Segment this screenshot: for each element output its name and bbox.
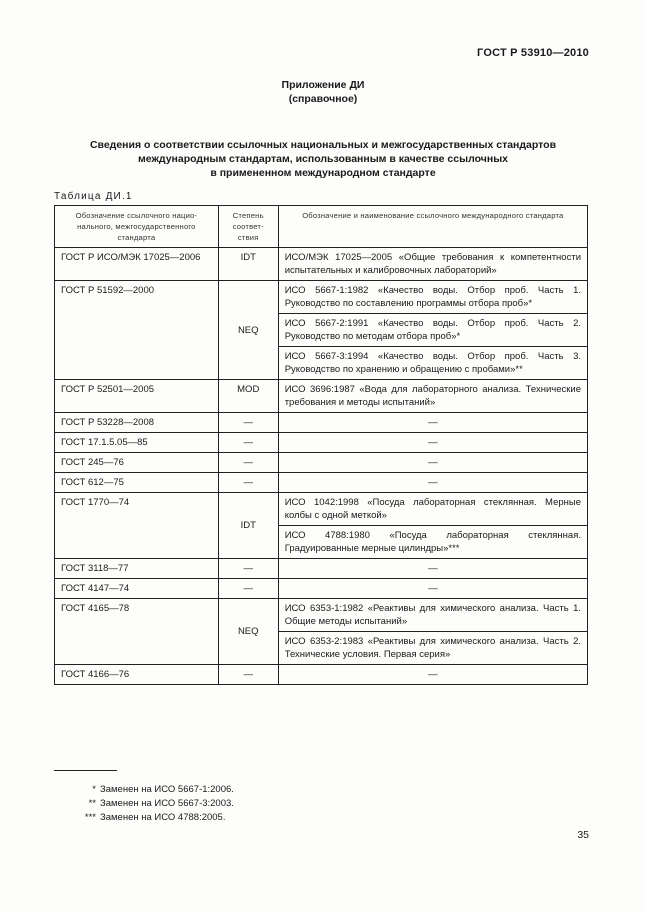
international-standard-cell: ИСО 5667-2:1991 «Качество воды. Отбор проб. Часть 2. Руководство по методам отбора проб»* (278, 314, 587, 347)
table-row (55, 559, 588, 579)
annex-title: Приложение ДИ (281, 79, 365, 91)
international-standard-cell: ИСО 4788:1980 «Посуда лабораторная стеклянная. Градуированные мерные цилиндры»*** (278, 526, 587, 559)
table-header-row (55, 206, 588, 248)
degree-cell: — (218, 559, 278, 579)
national-standard-cell: ГОСТ 245—76 (55, 453, 219, 473)
national-standard-cell: ГОСТ Р 51592—2000 (55, 281, 219, 380)
header-national-standard: Обозначение ссылочного нацио-нального, межгосударственного стандарта (55, 206, 219, 248)
section-title-line: в примененном международном стандарте (210, 167, 436, 179)
national-standard-cell: ГОСТ 4165—78 (55, 599, 219, 665)
table-caption: Таблица ДИ.1 (54, 191, 133, 202)
international-standard-cell: — (278, 453, 587, 473)
footnote (60, 811, 234, 825)
degree-cell: MOD (218, 380, 278, 413)
national-standard-cell: ГОСТ 4147—74 (55, 579, 219, 599)
international-standard-cell: — (278, 413, 587, 433)
degree-cell: NEQ (218, 599, 278, 665)
national-standard-cell: ГОСТ Р 53228—2008 (55, 413, 219, 433)
national-standard-cell: ГОСТ 4166—76 (55, 665, 219, 685)
international-standard-cell: ИСО/МЭК 17025—2005 «Общие требования к компетентности испытательных и калибровочных лабораторий» (278, 248, 587, 281)
table-row (55, 493, 588, 526)
table-row (55, 599, 588, 632)
degree-cell: IDT (218, 248, 278, 281)
correspondence-table (54, 205, 588, 685)
table-row (55, 579, 588, 599)
footnotes (60, 783, 234, 825)
national-standard-cell: ГОСТ 3118—77 (55, 559, 219, 579)
international-standard-cell: ИСО 6353-2:1983 «Реактивы для химического анализа. Часть 2. Технические условия. Первая серия» (278, 632, 587, 665)
section-title-line: Сведения о соответствии ссылочных национальных и межгосударственных стандартов (89, 139, 557, 151)
national-standard-cell: ГОСТ 612—75 (55, 473, 219, 493)
footnote (60, 797, 234, 811)
footnote (60, 783, 234, 797)
international-standard-cell: ИСО 3696:1987 «Вода для лабораторного анализа. Технические требования и методы испытаний» (278, 380, 587, 413)
document-code: ГОСТ Р 53910—2010 (477, 47, 589, 59)
degree-cell: IDT (218, 493, 278, 559)
page-number: 35 (577, 829, 589, 841)
international-standard-cell: — (278, 579, 587, 599)
degree-cell: — (218, 665, 278, 685)
national-standard-cell: ГОСТ Р ИСО/МЭК 17025—2006 (55, 248, 219, 281)
footnote-text: Заменен на ИСО 4788:2005. (100, 812, 226, 823)
degree-cell: — (218, 579, 278, 599)
table-row (55, 665, 588, 685)
table-row (55, 281, 588, 314)
footnote-mark: ** (88, 798, 96, 809)
international-standard-cell: — (278, 433, 587, 453)
annex-subtitle: (справочное) (288, 93, 358, 105)
international-standard-cell: — (278, 665, 587, 685)
section-title-line: международным стандартам, использованным в качестве ссылочных (137, 153, 508, 165)
national-standard-cell: ГОСТ 1770—74 (55, 493, 219, 559)
footnote-mark: * (92, 784, 96, 795)
table-row (55, 380, 588, 413)
degree-cell: — (218, 433, 278, 453)
header-international-standard: Обозначение и наименование ссылочного международного стандарта (278, 206, 587, 248)
international-standard-cell: ИСО 5667-1:1982 «Качество воды. Отбор проб. Часть 1. Руководство по составлению программы отбора проб»* (278, 281, 587, 314)
footnote-text: Заменен на ИСО 5667-1:2006. (100, 784, 234, 795)
international-standard-cell: ИСО 1042:1998 «Посуда лабораторная стеклянная. Мерные колбы с одной меткой» (278, 493, 587, 526)
international-standard-cell: — (278, 473, 587, 493)
national-standard-cell: ГОСТ 17.1.5.05—85 (55, 433, 219, 453)
degree-cell: — (218, 453, 278, 473)
degree-cell: NEQ (218, 281, 278, 380)
degree-cell: — (218, 413, 278, 433)
international-standard-cell: ИСО 5667-3:1994 «Качество воды. Отбор проб. Часть 3. Руководство по хранению и обращению с пробами»** (278, 347, 587, 380)
header-degree: Степень соответ-ствия (218, 206, 278, 248)
table-row (55, 453, 588, 473)
international-standard-cell: ИСО 6353-1:1982 «Реактивы для химического анализа. Часть 1. Общие методы испытаний» (278, 599, 587, 632)
table-row (55, 433, 588, 453)
table-row (55, 473, 588, 493)
national-standard-cell: ГОСТ Р 52501—2005 (55, 380, 219, 413)
section-title (40, 138, 606, 180)
international-standard-cell: — (278, 559, 587, 579)
table-row (55, 413, 588, 433)
footnote-divider (54, 770, 117, 771)
degree-cell: — (218, 473, 278, 493)
table-row (55, 248, 588, 281)
footnote-text: Заменен на ИСО 5667-3:2003. (100, 798, 234, 809)
annex-heading (0, 78, 646, 106)
footnote-mark: *** (84, 812, 96, 823)
